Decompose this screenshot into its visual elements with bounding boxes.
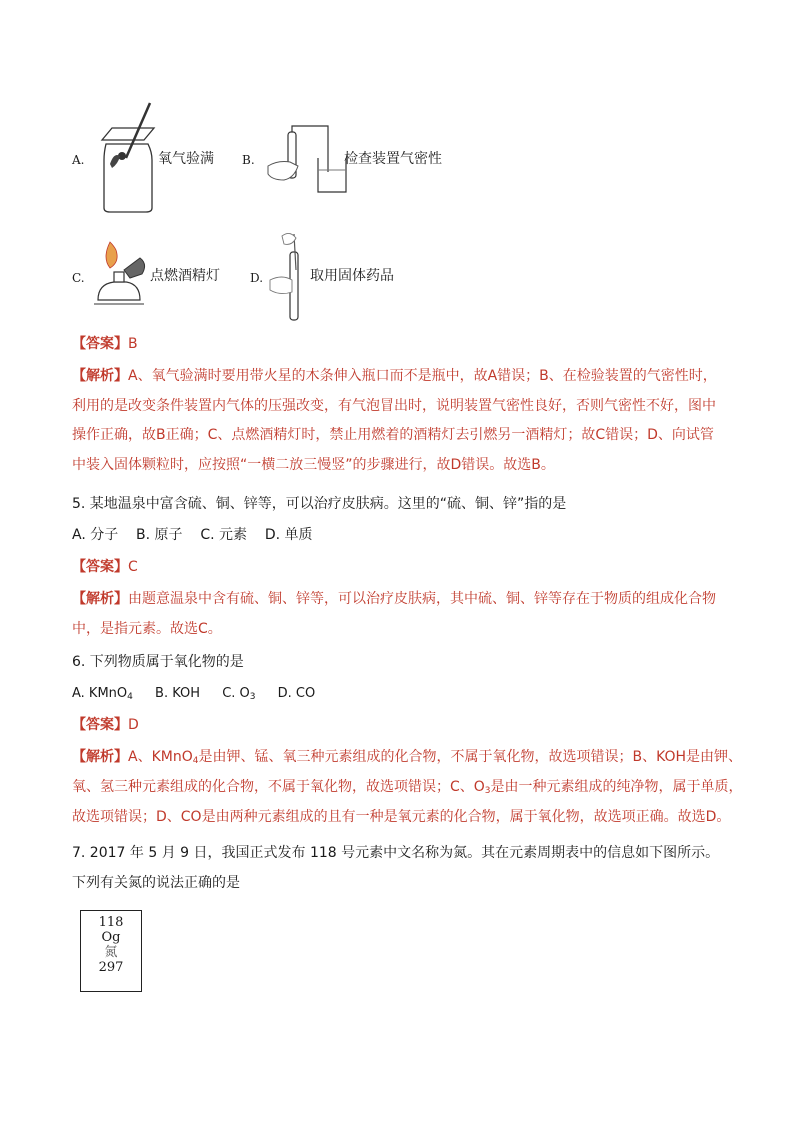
test-tube-figure — [266, 230, 310, 322]
answer-tag: 【答案】 — [72, 559, 128, 575]
element-name: 氮 — [104, 945, 118, 960]
q7-stem-line-2: 下列有关氮的说法正确的是 — [72, 875, 240, 891]
option-a-letter: A. — [72, 153, 85, 167]
q6-stem: 6. 下列物质属于氧化物的是 — [72, 654, 244, 670]
q6-answer — [72, 715, 139, 735]
option-c-letter: C. — [72, 271, 85, 285]
q5-options: A. 分子 B. 原子 C. 元素 D. 单质 — [72, 527, 313, 543]
periodic-element-card — [80, 910, 142, 992]
option-c-label: 点燃酒精灯 — [150, 268, 220, 284]
option-b-label: 检查装置气密性 — [344, 151, 442, 167]
q5-answer — [72, 557, 138, 577]
option-a-label: 氧气验满 — [158, 151, 214, 167]
answer-tag: 【答案】 — [72, 717, 128, 733]
q5-analysis-line-1: 【解析】由题意温泉中含有硫、铜、锌等，可以治疗皮肤病，其中硫、铜、锌等存在于物质的组成化合物 — [72, 591, 716, 607]
atomic-number: 118 — [98, 915, 124, 930]
option-b-letter: B. — [242, 153, 255, 167]
q4-analysis-line-2: 利用的是改变条件装置内气体的压强改变，有气泡冒出时，说明装置气密性良好，否则气密性不好，图中 — [72, 398, 716, 414]
answer-value: D — [128, 717, 139, 733]
q7-stem-line-1: 7. 2017 年 5 月 9 日，我国正式发布 118 号元素中文名称为氮。其在元素周期表中的信息如下图所示。 — [72, 845, 720, 861]
q6-options: A. KMnO$_4$ B. KOH C. $O_3$ D. CO — [72, 686, 316, 702]
analysis-tag: 【解析】 — [72, 591, 128, 607]
answer-tag: 【答案】 — [72, 336, 128, 352]
alcohol-lamp-figure — [90, 238, 152, 310]
analysis-tag: 【解析】 — [72, 749, 128, 765]
oxygen-bottle-figure — [92, 100, 158, 215]
q6-analysis-line-2: 氧、氢三种元素组成的化合物，不属于氧化物，故选项错误；C、$O_3$是由一种元素组成的纯净物，属于单质， — [72, 779, 743, 796]
q5-stem: 5. 某地温泉中富含硫、铜、锌等，可以治疗皮肤病。这里的“硫、铜、锌”指的是 — [72, 496, 567, 512]
q6-analysis-line-3: 故选项错误；D、CO是由两种元素组成的且有一种是氧元素的化合物，属于氧化物，故选项正确。故选D。 — [72, 809, 731, 825]
q4-analysis-line-4: 中装入固体颗粒时，应按照“一横二放三慢竖”的步骤进行，故D错误。故选B。 — [72, 457, 555, 473]
element-symbol: Og — [101, 930, 121, 945]
q6-analysis-line-1: 【解析】A、KMnO$_4$是由钾、锰、氧三种元素组成的化合物，不属于氧化物，故选项错误；B、KOH是由钾、 — [72, 749, 743, 766]
atomic-mass: 297 — [98, 960, 124, 975]
answer-value: C — [128, 559, 138, 575]
answer-value: B — [128, 336, 138, 352]
analysis-tag: 【解析】 — [72, 368, 128, 384]
airtightness-test-figure — [264, 122, 348, 202]
q4-answer — [72, 334, 138, 354]
q5-analysis-line-2: 中，是指元素。故选C。 — [72, 621, 222, 637]
option-d-letter: D. — [250, 271, 264, 285]
option-d-label: 取用固体药品 — [310, 268, 394, 284]
q4-analysis-line-1: 【解析】A、氧气验满时要用带火星的木条伸入瓶口而不是瓶中，故A错误；B、在检验装置的气密性时， — [72, 368, 717, 384]
q4-analysis-line-3: 操作正确，故B正确；C、点燃酒精灯时，禁止用燃着的酒精灯去引燃另一酒精灯；故C错误；D、向试管 — [72, 427, 714, 443]
